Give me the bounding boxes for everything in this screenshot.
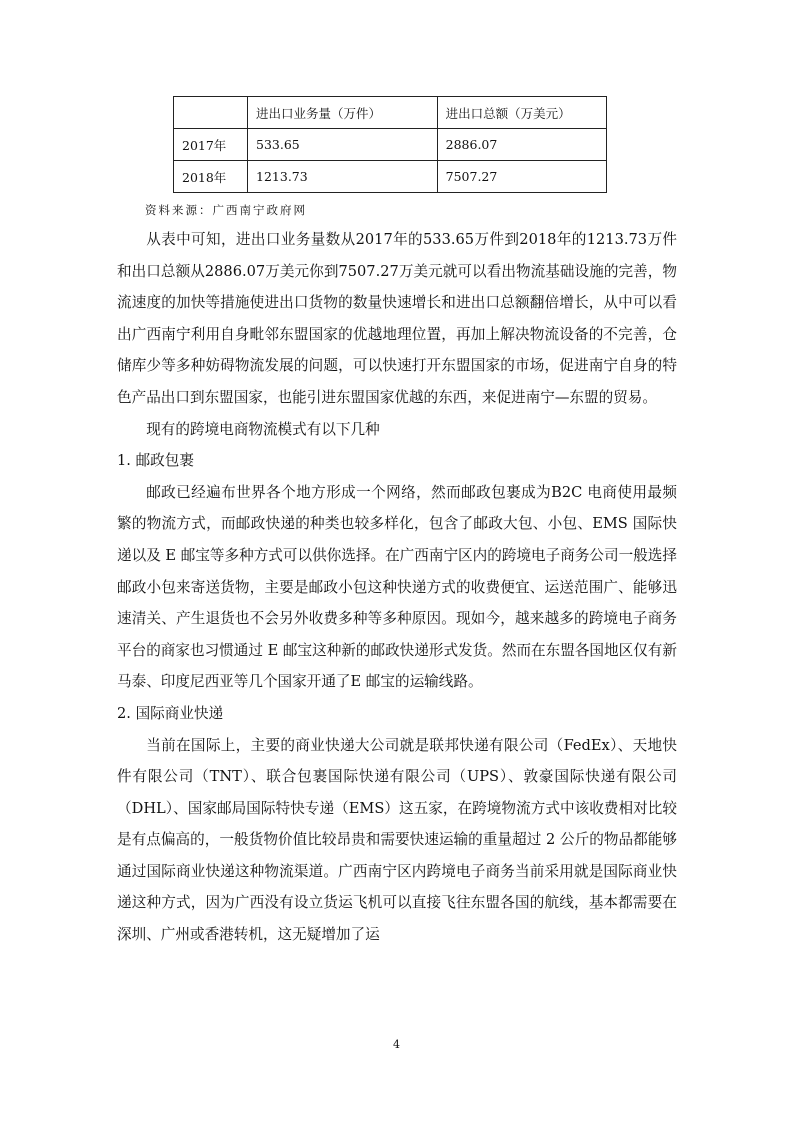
table-cell: 533.65 <box>248 129 438 161</box>
table-header-cell <box>174 97 248 129</box>
table-cell: 7507.27 <box>437 161 606 193</box>
logistics-data-table <box>173 96 607 193</box>
paragraph: 现有的跨境电商物流模式有以下几种 <box>146 420 380 438</box>
table-cell: 2017年 <box>174 129 248 161</box>
table-header-cell: 进出口业务量（万件） <box>248 97 438 129</box>
section-heading-international-express: 2. 国际商业快递 <box>117 704 224 722</box>
paragraph: 从表中可知，进出口业务量数从2017年的533.65万件到2018年的1213.73万件和出口总额从2886.07万美元你到7507.27万美元就可以看出物流基础设施的完善，物流速度的加快等措施使进出口货物的数量快速增长和进出口总额翻倍增长，从中可以看出广西南宁利用自身毗邻东盟国家的优越地理位置，再加上解决物流设备的不完善，仓储库少等多种妨碍物流发展的问题，可以快速打开东盟国家的市场，促进南宁自身的特色产品出口到东盟国家，也能引进东盟国家优越的东西，来促进南宁—东盟的贸易。 <box>117 231 677 406</box>
table-source-note: 资料来源：广西南宁政府网 <box>145 203 307 217</box>
table-cell: 2886.07 <box>437 129 606 161</box>
table-header-row <box>174 97 607 129</box>
paragraph: 邮政已经遍布世界各个地方形成一个网络，然而邮政包裹成为B2C 电商使用最频繁的物流方式，而邮政快递的种类也较多样化，包含了邮政大包、小包、EMS 国际快递以及 E 邮宝等多种方式可以供你选择。在广西南宁区内的跨境电子商务公司一般选择邮政小包来寄送货物，主要是邮政小包这种快递方式的收费便宜、运送范围广、能够迅速清关、产生退货也不会另外收费多种等多种原因。现如今，越来越多的跨境电子商务平台的商家也习惯通过 E 邮宝这种新的邮政快递形式发货。然而在东盟各国地区仅有新马泰、印度尼西亚等几个国家开通了E 邮宝的运输线路。 <box>117 483 677 691</box>
table-cell: 1213.73 <box>248 161 438 193</box>
table-header-cell: 进出口总额（万美元） <box>437 97 606 129</box>
section-heading-postal-parcel: 1. 邮政包裹 <box>117 452 194 470</box>
page-number: 4 <box>393 1038 400 1051</box>
table-cell: 2018年 <box>174 161 248 193</box>
table-row <box>174 129 607 161</box>
paragraph: 当前在国际上，主要的商业快递大公司就是联邦快递有限公司（FedEx）、天地快件有限公司（TNT）、联合包裹国际快递有限公司（UPS）、敦豪国际快递有限公司（DHL）、国家邮局国际特快专递（EMS）这五家，在跨境物流方式中该收费相对比较是有点偏高的，一般货物价值比较昂贵和需要快速运输的重量超过 2 公斤的物品都能够通过国际商业快递这种物流渠道。广西南宁区内跨境电子商务当前采用就是国际商业快递这种方式，因为广西没有设立货运飞机可以直接飞往东盟各国的航线，基本都需要在深圳、广州或香港转机，这无疑增加了运 <box>117 736 677 944</box>
body-text <box>117 224 677 951</box>
table-row <box>174 161 607 193</box>
